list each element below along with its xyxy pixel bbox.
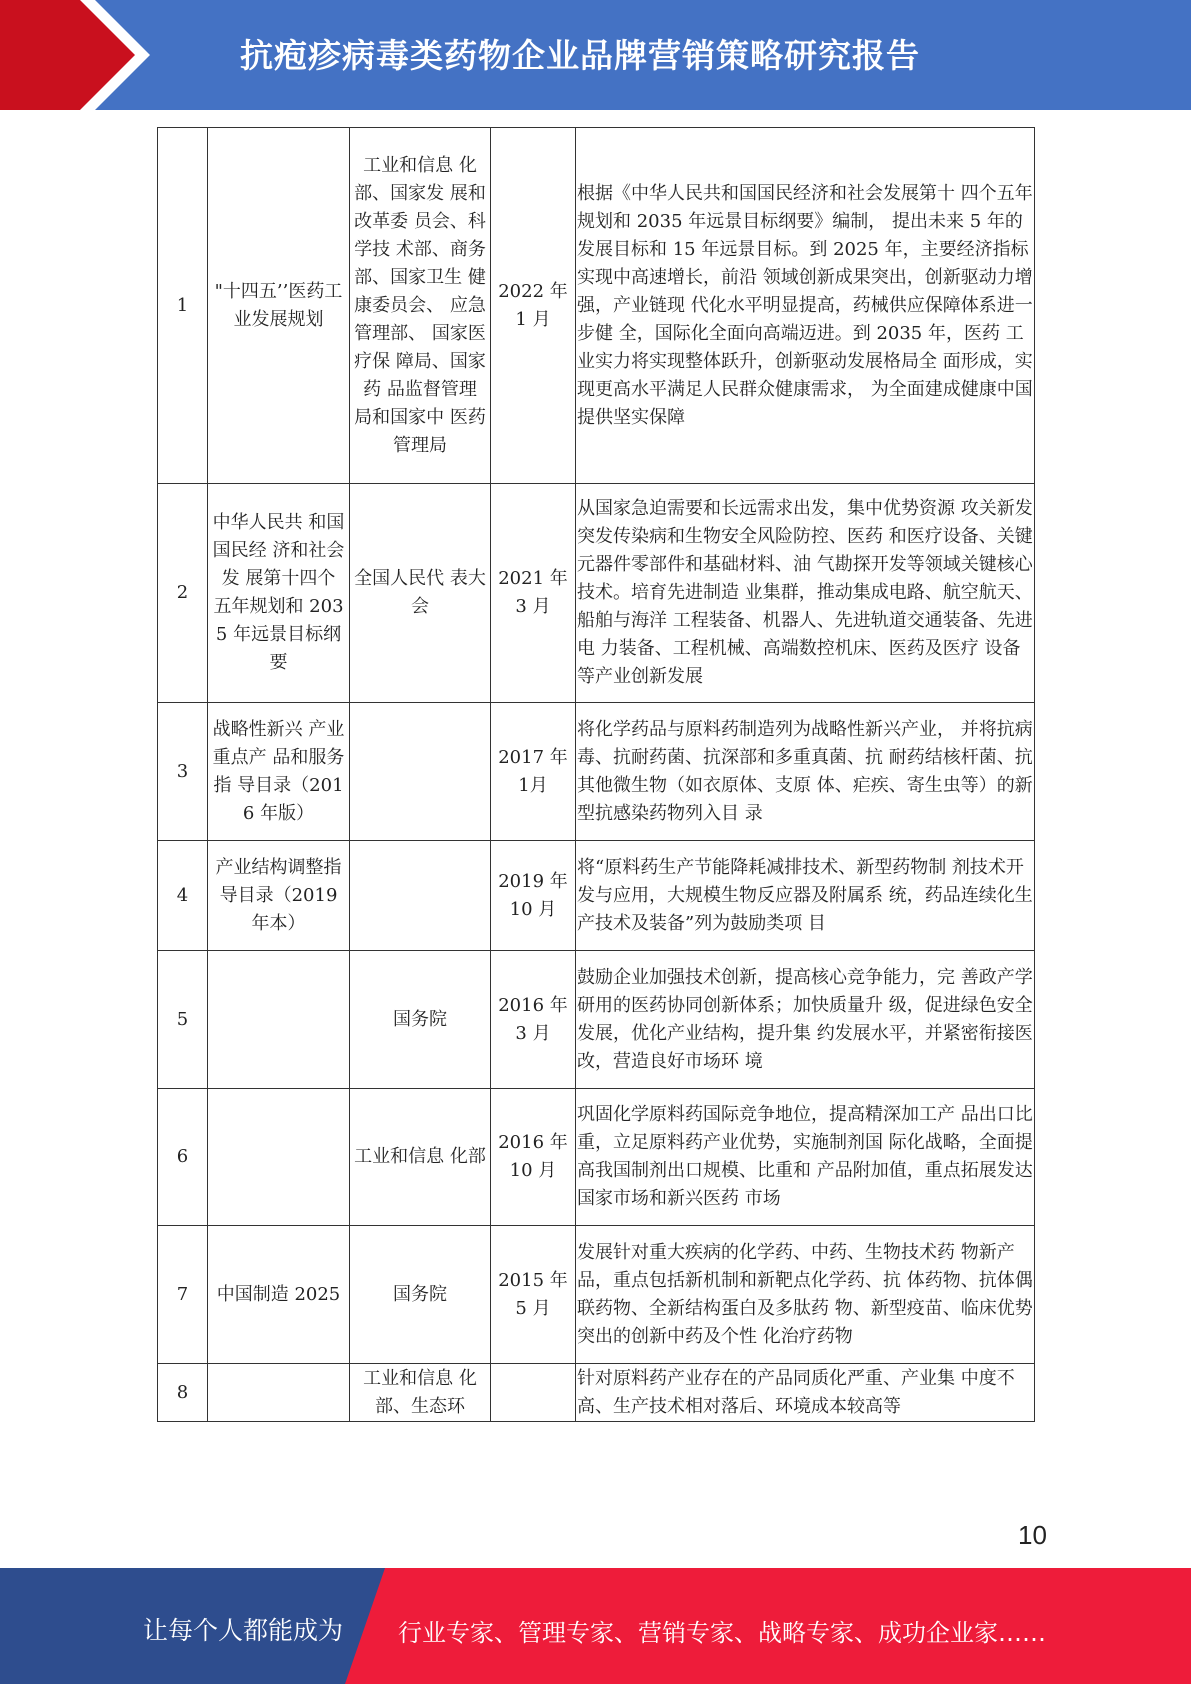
issue-date: 2017 年 1月	[491, 703, 576, 841]
policy-name: "十四五’’医药工业发展规划	[208, 128, 350, 484]
issuing-authority: 工业和信息 化部、国家发 展和改革委 员会、科学技 术部、商务 部、国家卫生 健康委员会、 应急管理部、 国家医疗保 障局、国家药 品监督管理 局和国家中 医药管理局	[350, 128, 491, 484]
policy-content: 鼓励企业加强技术创新，提高核心竞争能力，完 善政产学研用的医药协同创新体系；加快质量升 级，促进绿色安全发展，优化产业结构，提升集 约发展水平，并紧密衔接医改，营造良好市场环 境	[576, 951, 1035, 1089]
issuing-authority	[350, 703, 491, 841]
policy-name	[208, 951, 350, 1089]
policy-name	[208, 1089, 350, 1226]
policy-name: 中华人民共 和国国民经 济和社会发 展第十四个 五年规划和 2035 年远景目标纲要	[208, 484, 350, 703]
issue-date: 2022 年 1 月	[491, 128, 576, 484]
page-number: 10	[1018, 1520, 1047, 1550]
table-row	[158, 703, 1035, 841]
table-row	[158, 484, 1035, 703]
row-number: 8	[158, 1364, 208, 1422]
policy-content: 从国家急迫需要和长远需求出发，集中优势资源 攻关新发突发传染病和生物安全风险防控、医药 和医疗设备、关键元器件零部件和基础材料、油 气勘探开发等领域关键核心技术。培育先进制造 业集群，推动集成电路、航空航天、船舶与海洋 工程装备、机器人、先进轨道交通装备、先进电 力装备、工程机械、高端数控机床、医药及医疗 设备等产业创新发展	[576, 484, 1035, 703]
table-row	[158, 1226, 1035, 1364]
footer-slogan-left: 让每个人都能成为	[143, 1616, 344, 1645]
policy-name: 产业结构调整指导目录（2019 年本）	[208, 841, 350, 951]
issue-date: 2021 年 3 月	[491, 484, 576, 703]
footer-slogan-right: 行业专家、管理专家、营销专家、战略专家、成功企业家……	[398, 1619, 1046, 1647]
row-number: 3	[158, 703, 208, 841]
issuing-authority: 工业和信息 化部、生态环	[350, 1364, 491, 1422]
policy-name: 中国制造 2025	[208, 1226, 350, 1364]
row-number: 1	[158, 128, 208, 484]
issue-date: 2015 年 5 月	[491, 1226, 576, 1364]
table-row	[158, 1364, 1035, 1422]
policy-table	[157, 127, 1035, 1422]
policy-content: 巩固化学原料药国际竞争地位，提高精深加工产 品出口比重，立足原料药产业优势，实施制剂国 际化战略，全面提高我国制剂出口规模、比重和 产品附加值，重点拓展发达国家市场和新兴医药 市场	[576, 1089, 1035, 1226]
issuing-authority	[350, 841, 491, 951]
policy-content: 将“原料药生产节能降耗减排技术、新型药物制 剂技术开发与应用，大规模生物反应器及附属系 统，药品连续化生产技术及装备”列为鼓励类项 目	[576, 841, 1035, 951]
row-number: 5	[158, 951, 208, 1089]
table-row	[158, 951, 1035, 1089]
table-row	[158, 841, 1035, 951]
row-number: 6	[158, 1089, 208, 1226]
policy-name	[208, 1364, 350, 1422]
policy-content: 根据《中华人民共和国国民经济和社会发展第十 四个五年规划和 2035 年远景目标纲要》编制， 提出未来 5 年的发展目标和 15 年远景目标。到 2025 年，主要经济指标实现中高速增长，前沿 领域创新成果突出，创新驱动力增强，产业链现 代化水平明显提高，药械供应保障体系进一步健 全，国际化全面向高端迈进。到 2035 年，医药 工业实力将实现整体跃升，创新驱动发展格局全 面形成，实现更高水平满足人民群众健康需求， 为全面建成健康中国提供坚实保障	[576, 128, 1035, 484]
issue-date: 2016 年 10 月	[491, 1089, 576, 1226]
issuing-authority: 全国人民代 表大会	[350, 484, 491, 703]
row-number: 2	[158, 484, 208, 703]
table-row	[158, 128, 1035, 484]
table-row	[158, 1089, 1035, 1226]
row-number: 4	[158, 841, 208, 951]
issuing-authority: 工业和信息 化部	[350, 1089, 491, 1226]
policy-content: 发展针对重大疾病的化学药、中药、生物技术药 物新产品，重点包括新机制和新靶点化学药、抗 体药物、抗体偶联药物、全新结构蛋白及多肽药 物、新型疫苗、临床优势突出的创新中药及个性 化治疗药物	[576, 1226, 1035, 1364]
policy-content: 针对原料药产业存在的产品同质化严重、产业集 中度不高、生产技术相对落后、环境成本较高等	[576, 1364, 1035, 1422]
policy-name: 战略性新兴 产业重点产 品和服务指 导目录（2016 年版）	[208, 703, 350, 841]
report-title: 抗疱疹病毒类药物企业品牌营销策略研究报告	[240, 36, 920, 75]
page-footer	[0, 1568, 1191, 1684]
issue-date: 2019 年 10 月	[491, 841, 576, 951]
issuing-authority: 国务院	[350, 951, 491, 1089]
page-header	[0, 0, 1191, 110]
header-red-arrow-icon	[0, 0, 135, 110]
row-number: 7	[158, 1226, 208, 1364]
issuing-authority: 国务院	[350, 1226, 491, 1364]
issue-date: 2016 年 3 月	[491, 951, 576, 1089]
issue-date	[491, 1364, 576, 1422]
policy-content: 将化学药品与原料药制造列为战略性新兴产业， 并将抗病毒、抗耐药菌、抗深部和多重真菌、抗 耐药结核杆菌、抗其他微生物（如衣原体、支原 体、疟疾、寄生虫等）的新型抗感染药物列入目 录	[576, 703, 1035, 841]
